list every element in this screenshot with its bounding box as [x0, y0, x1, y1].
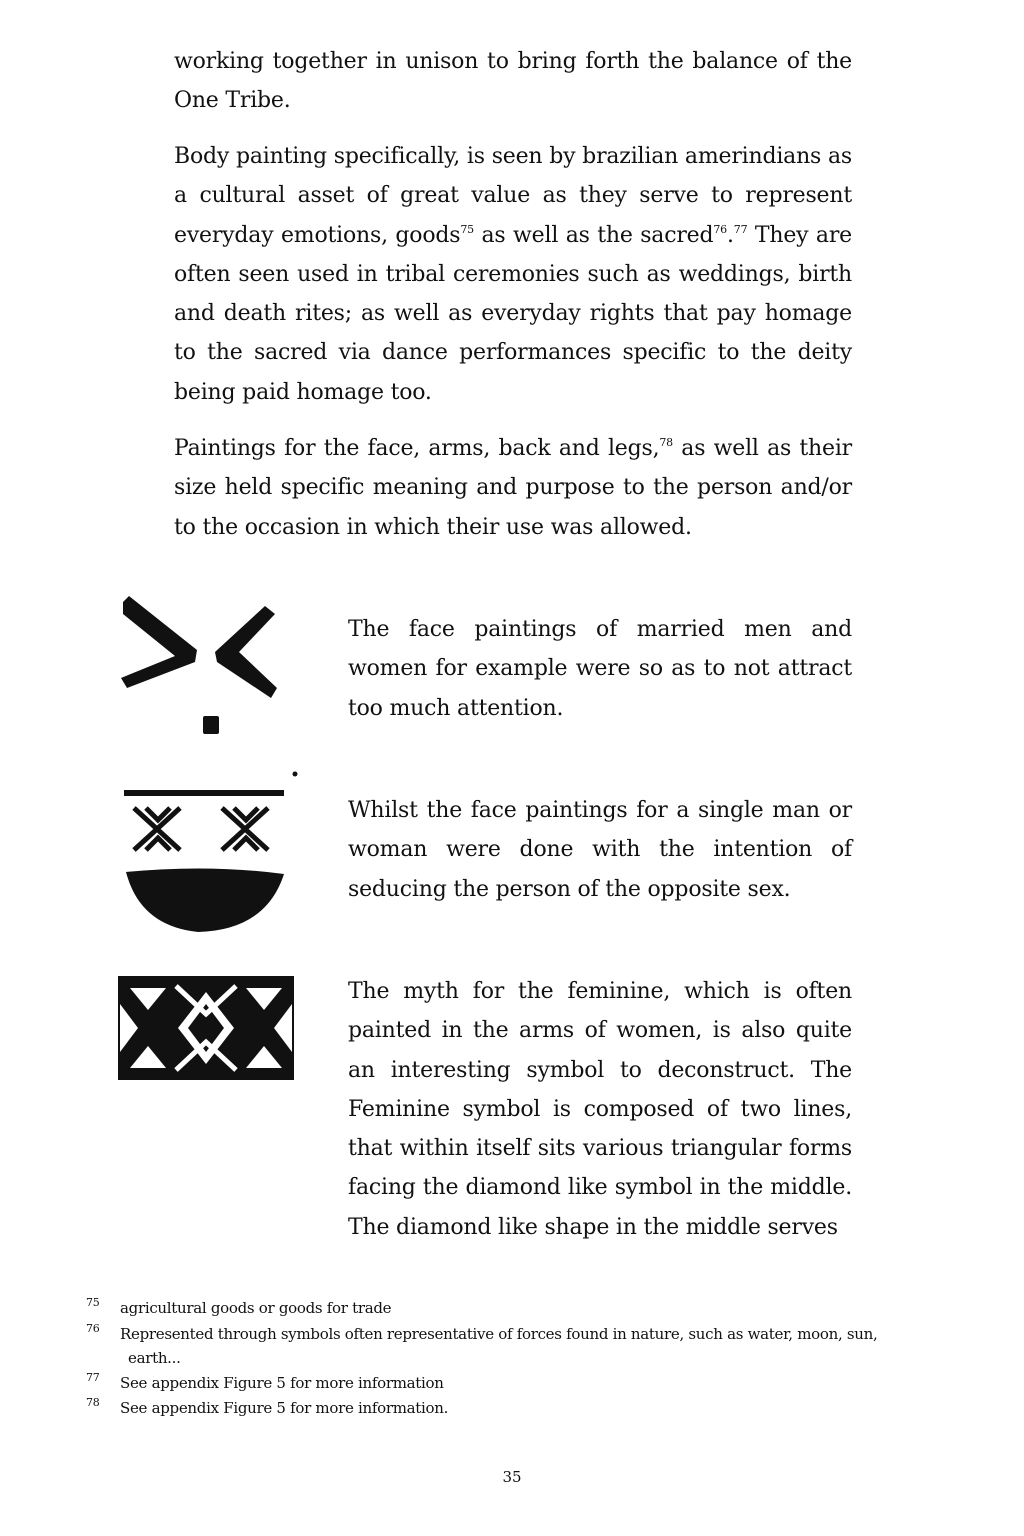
page-number: 35	[502, 1468, 522, 1486]
married-face-painting-icon	[115, 592, 290, 742]
paragraph-text: Body painting specifically, is seen by brazilian amerindians as a cultural asset of great value as they serve to represent everyday emotions, goods	[174, 144, 852, 248]
footnote-number: 76	[86, 1322, 100, 1335]
paragraph-text: as well as the sacred	[473, 222, 714, 248]
single-face-painting-icon	[118, 768, 303, 938]
feminine-symbol-icon	[116, 974, 298, 1084]
paragraph-text: as well as their size held specific meaning and purpose to the person and/or to the occasion in which their use was allowed.	[174, 436, 852, 540]
footnote-continuation: earth...	[128, 1349, 181, 1367]
feminine-description	[348, 972, 852, 1247]
paragraph-text: Whilst the face paintings for a single man or woman were done with the intention of seducing the person of the opposite sex.	[348, 798, 852, 902]
footnote-text-block	[120, 1322, 930, 1370]
footnote-ref-77[interactable]: 77	[733, 222, 748, 236]
paragraph-one-tribe	[174, 42, 852, 121]
footnote-number: 78	[86, 1396, 100, 1409]
paragraph-body-painting	[174, 137, 852, 412]
footnote-ref-78[interactable]: 78	[659, 436, 673, 449]
single-description	[348, 791, 852, 909]
married-description	[348, 610, 852, 728]
paragraph-text: Paintings for the face, arms, back and legs,	[174, 436, 660, 461]
footnote-text: See appendix Figure 5 for more information.	[120, 1399, 449, 1417]
paragraph-text: .	[726, 222, 734, 248]
footnote-number: 75	[86, 1296, 100, 1309]
footnote-text: Represented through symbols often representative of forces found in nature, such as water, moon, sun,	[120, 1325, 878, 1343]
footnote-number: 77	[86, 1371, 100, 1384]
footnote-ref-75[interactable]: 75	[460, 222, 474, 236]
paragraph-text: The myth for the feminine, which is often painted in the arms of women, is also quite an interesting symbol to deconstruct. The Feminine symbol is composed of two lines, that within itself sits various triangular forms facing the diamond like symbol in the middle. The diamond like shape in the middle serves	[348, 979, 852, 1240]
paragraph-paintings	[174, 429, 852, 547]
footnote-ref-76[interactable]: 76	[713, 222, 727, 236]
footnote-text: agricultural goods or goods for trade	[120, 1299, 392, 1317]
paragraph-text: The face paintings of married men and women for example were so as to not attract too much attention.	[348, 617, 852, 721]
paragraph-text: working together in unison to bring forth the balance of the One Tribe.	[174, 49, 852, 114]
footnote-text: See appendix Figure 5 for more information	[120, 1374, 444, 1392]
paragraph-text: They are often seen used in tribal ceremonies such as weddings, birth and death rites; as well as everyday rights that pay homage to the sacred via dance performances specific to the deity being paid homage too.	[174, 222, 852, 405]
